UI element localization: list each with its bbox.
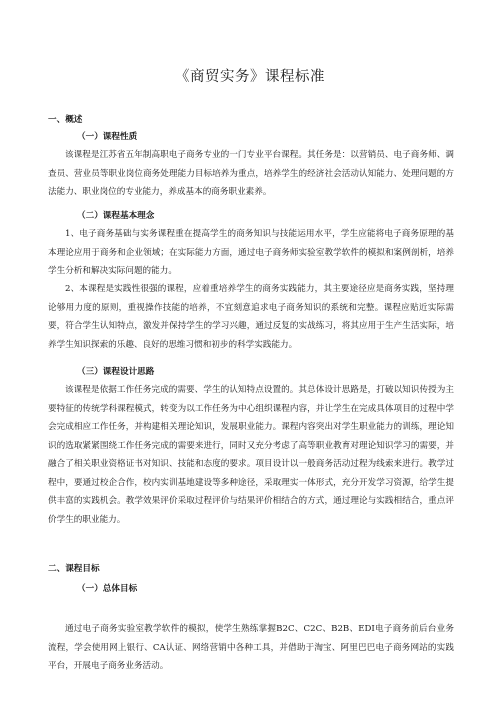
section-1-1-paragraph: 该课程是江苏省五年制高职电子商务专业的一门专业平台课程。其任务是：以营销员、电子商务师、调查员、营业员等职业岗位商务处理能力目标培养为重点，培养学生的经济社会活动认知能力、处理问题的方法能力、职业岗位的专业能力，养成基本的商务职业素养。 [48,150,454,197]
section-1-heading: 一、概述 [48,115,83,125]
section-2-1-heading: （一）总体目标 [77,584,138,594]
section-1-1-heading: （一）课程性质 [77,132,138,142]
section-1-3-paragraph: 该课程是依据工作任务完成的需要、学生的认知特点设置的。其总体设计思路是，打破以知识传授为主要特征的传统学科课程模式，转变为以工作任务为中心组织课程内容，并让学生在完成具体项目的过程中学会完成相应工作任务，并构建相关理论知识，发展职业能力。课程内容突出对学生职业能力的训练，理论知识的选取紧紧围绕工作任务完成的需要来进行，同时又充分考虑了高等职业教育对理论知识学习的需要，并融合了相关职业资格证书对知识、技能和态度的要求。项目设计以一般商务活动过程为线索来进行。教学过程中，要通过校企合作，校内实训基地建设等多种途径，采取理实一体形式，充分开发学习资源，给学生提供丰富的实践机会。教学效果评价采取过程评价与结果评价相结合的方式，通过理论与实践相结合，重点评价学生的职业能力。 [48,385,454,525]
section-1-2-heading: （二）课程基本理念 [77,211,155,221]
section-2-1-paragraph: 通过电子商务实验室教学软件的模拟，使学生熟练掌握B2C、C2C、B2B、EDI电子商务前后台业务流程，学会使用网上银行、CA认证、网络营销中各种工具，并借助于淘宝、阿里巴巴电子商务网站的实践平台，开展电子商务业务活动。 [48,624,454,671]
section-1-3-heading: （三）课程设计思路 [77,367,155,377]
section-2-heading: 二、课程目标 [48,564,100,574]
section-1-2-paragraph-2: 2、本课程是实践性很强的课程，应着重培养学生的商务实践能力，其主要途径应是商务实践，坚持理论够用力度的原则，重视操作技能的培养，不宜刻意追求电子商务知识的系统和完整。课程应贴近实际需要，符合学生认知特点，激发并保持学生的学习兴趣，通过反复的实战练习，将其应用于生产生活实际，培养学生知识探索的乐趣、良好的思维习惯和初步的科学实践能力。 [48,284,454,350]
document-title: 《商贸实务》课程标准 [175,69,325,85]
section-1-2-paragraph-1: 1、电子商务基础与实务课程重在提高学生的商务知识与技能运用水平，学生应能将电子商务原理的基本理论应用于商务和企业领域；在实际能力方面，通过电子商务师实验室教学软件的模拟和案例剖析，培养学生分析和解决实际问题的能力。 [48,229,454,276]
